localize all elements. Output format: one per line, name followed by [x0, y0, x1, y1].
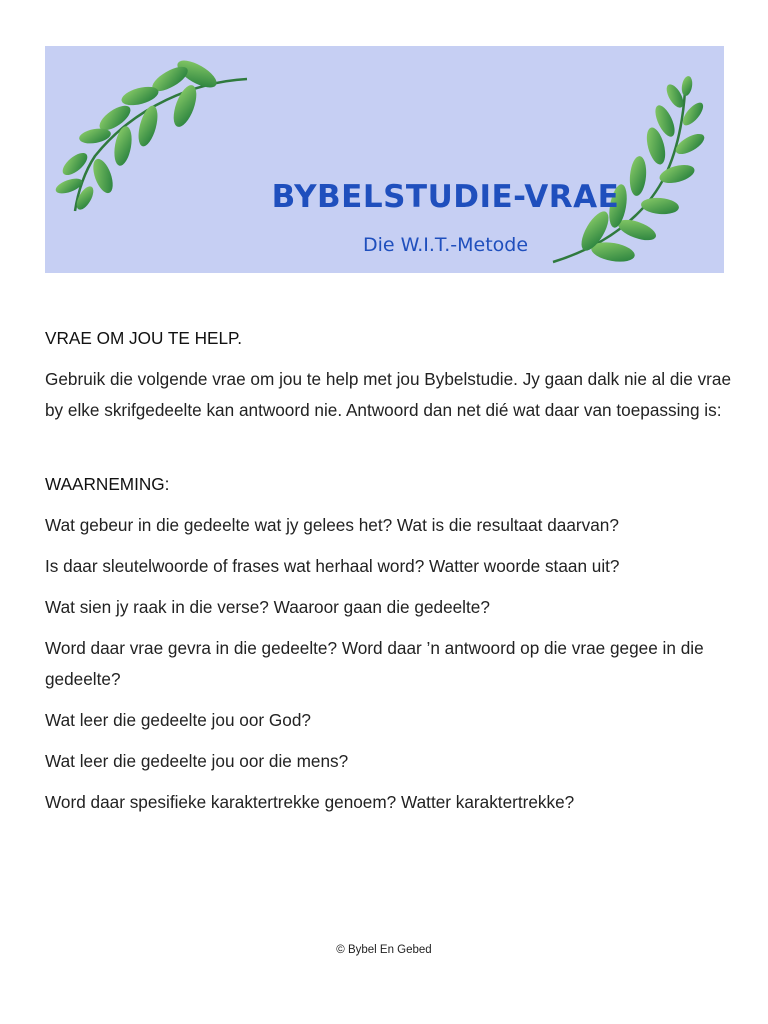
question-item: Wat leer die gedeelte jou oor God?: [45, 710, 311, 730]
question-item: Wat leer die gedeelte jou oor die mens?: [45, 751, 349, 771]
header-banner: [45, 46, 724, 273]
question-item: Wat sien jy raak in die verse? Waaroor gaan die gedeelte?: [45, 597, 490, 617]
intro-heading: VRAE OM JOU TE HELP.: [45, 328, 243, 348]
question-item: Wat gebeur in die gedeelte wat jy gelees het? Wat is die resultaat daarvan?: [45, 515, 619, 535]
page-title: BYBELSTUDIE-VRAE: [271, 179, 620, 215]
section-spacer: [45, 426, 735, 469]
question-item: Is daar sleutelwoorde of frases wat herhaal word? Watter woorde staan uit?: [45, 556, 620, 576]
main-content: [45, 323, 735, 828]
section-heading: WAARNEMING:: [45, 474, 170, 494]
page-subtitle: Die W.I.T.-Metode: [362, 234, 529, 256]
intro-paragraph: Gebruik die volgende vrae om jou te help met jou Bybelstudie. Jy gaan dalk nie al die vrae by elke skrifgedeelte kan antwoord nie. Antwoord dan net dié wat daar van toepassing is:: [45, 369, 731, 420]
copyright-footer: © Bybel En Gebed: [336, 944, 432, 956]
question-item: Word daar spesifieke karaktertrekke genoem? Watter karaktertrekke?: [45, 792, 575, 812]
question-item: Word daar vrae gevra in die gedeelte? Word daar ’n antwoord op die vrae gegee in die gedeelte?: [45, 638, 704, 689]
